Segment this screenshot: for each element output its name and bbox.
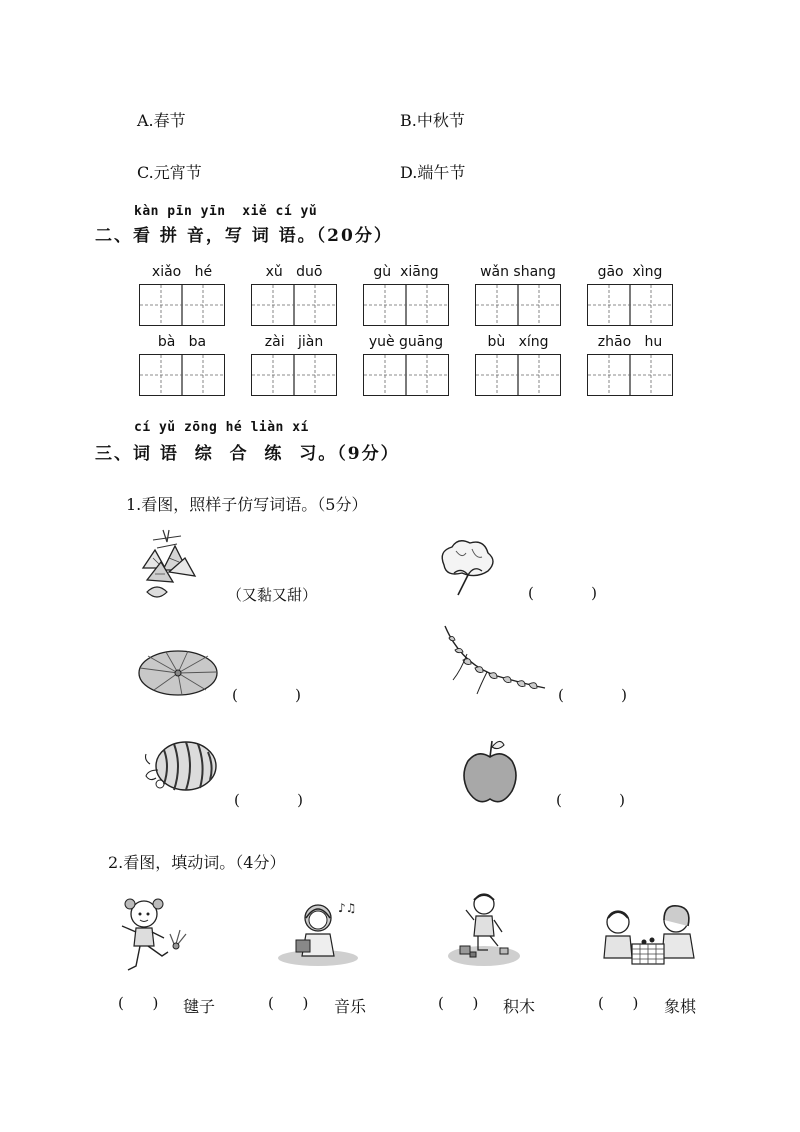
- q1-blank-cotton[interactable]: ( ): [528, 584, 597, 602]
- svg-text:♪♫: ♪♫: [338, 901, 357, 915]
- pinyin-label: yuè guāng: [368, 334, 444, 350]
- writing-grid[interactable]: [475, 284, 561, 326]
- pinyin-label: gāo xìng: [597, 264, 663, 280]
- q2-blank-2[interactable]: ( ): [268, 994, 309, 1012]
- willow-branch-icon: [437, 624, 549, 696]
- writing-grid[interactable]: [363, 284, 449, 326]
- q2-word-3: 积木: [503, 997, 536, 1016]
- pinyin-label: xǔ duō: [265, 264, 323, 280]
- writing-grid[interactable]: [139, 284, 225, 326]
- writing-grid[interactable]: [587, 354, 673, 396]
- writing-grid[interactable]: [587, 284, 673, 326]
- section3-pinyin: cí yǔ zōng hé liàn xí: [134, 420, 309, 435]
- q2-word-2: 音乐: [334, 997, 367, 1016]
- girl-kicking-shuttlecock-icon: [114, 894, 194, 976]
- q1-blank-lotus[interactable]: ( ): [232, 686, 301, 704]
- girl-listening-music-icon: [278, 896, 368, 968]
- pinyin-label: zài jiàn: [264, 334, 324, 350]
- q2-blank-3[interactable]: ( ): [438, 994, 479, 1012]
- option-d: D.端午节: [400, 163, 466, 182]
- children-playing-chess-icon: [594, 904, 704, 970]
- boy-building-blocks-icon: [444, 888, 524, 968]
- q2-word-4: 象棋: [664, 997, 697, 1016]
- writing-grid[interactable]: [139, 354, 225, 396]
- q2-title: 2.看图，填动词。（4分）: [108, 853, 286, 872]
- pinyin-label: xiǎo hé: [151, 264, 213, 280]
- writing-grid[interactable]: [363, 354, 449, 396]
- lotus-leaf-icon: [136, 646, 220, 700]
- writing-grid[interactable]: [251, 354, 337, 396]
- q2-blank-1[interactable]: ( ): [118, 994, 159, 1012]
- q2-word-1: 毽子: [183, 997, 216, 1016]
- q2-blank-4[interactable]: ( ): [598, 994, 639, 1012]
- section3-title: 三、词 语 综 合 练 习。（9分）: [95, 444, 400, 464]
- pinyin-label: zhāo hu: [597, 334, 663, 350]
- zongzi-icon: [133, 528, 203, 606]
- pinyin-label: bà ba: [157, 334, 207, 350]
- q1-blank-willow[interactable]: ( ): [558, 686, 627, 704]
- pinyin-label: gù xiāng: [373, 264, 439, 280]
- cotton-icon: [436, 535, 498, 599]
- section2-pinyin: kàn pīn yīn xiě cí yǔ: [134, 204, 318, 219]
- q1-blank-apple[interactable]: ( ): [556, 791, 625, 809]
- q1-title: 1.看图，照样子仿写词语。（5分）: [126, 495, 368, 514]
- option-c: C.元宵节: [137, 163, 202, 182]
- pinyin-label: wǎn shang: [480, 264, 556, 280]
- section2-title: 二、看 拼 音，写 词 语。（20分）: [95, 226, 393, 246]
- watermelon-icon: [140, 740, 220, 794]
- apple-icon: [460, 735, 520, 807]
- option-a: A.春节: [137, 111, 186, 130]
- writing-grid[interactable]: [475, 354, 561, 396]
- writing-grid[interactable]: [251, 284, 337, 326]
- q1-blank-watermelon[interactable]: ( ): [234, 791, 303, 809]
- q1-example-answer: （又黏又甜）: [227, 586, 318, 604]
- pinyin-label: bù xíng: [487, 334, 549, 350]
- option-b: B.中秋节: [400, 111, 465, 130]
